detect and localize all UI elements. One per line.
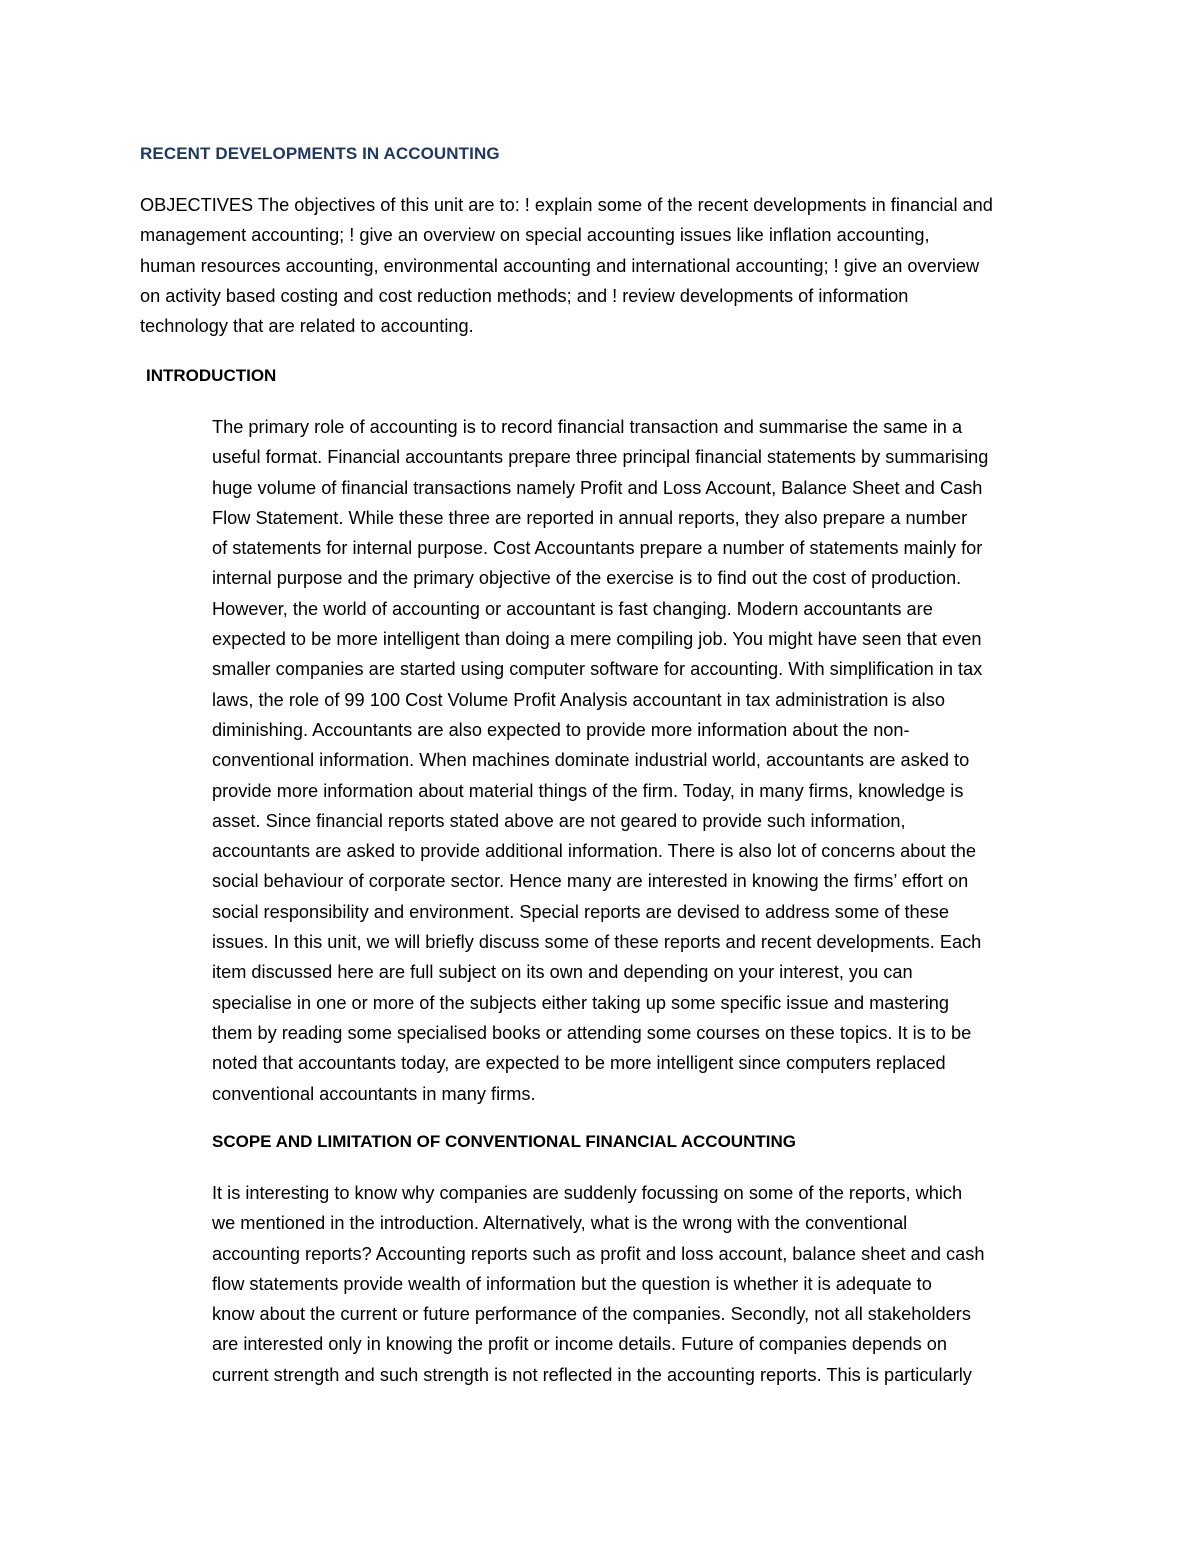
introduction-line: asset. Since financial reports stated above are not geared to provide such information, <box>212 810 906 831</box>
introduction-line: them by reading some specialised books or attending some courses on these topics. It is to be <box>212 1022 972 1043</box>
objectives-paragraph <box>140 190 1070 341</box>
introduction-line: laws, the role of 99 100 Cost Volume Profit Analysis accountant in tax administration is also <box>212 689 945 710</box>
introduction-line: social responsibility and environment. Special reports are devised to address some of these <box>212 901 949 922</box>
introduction-line: useful format. Financial accountants prepare three principal financial statements by summarising <box>212 447 989 468</box>
introduction-line: item discussed here are full subject on its own and depending on your interest, you can <box>212 962 913 983</box>
objectives-line: human resources accounting, environmental accounting and international accounting; ! give an overview <box>140 255 980 276</box>
scope-line: we mentioned in the introduction. Alternatively, what is the wrong with the conventional <box>212 1213 908 1234</box>
scope-line: current strength and such strength is not reflected in the accounting reports. This is particularly <box>212 1364 972 1385</box>
scope-line: are interested only in knowing the profit or income details. Future of companies depends on <box>212 1334 947 1355</box>
introduction-paragraph <box>212 412 1072 1109</box>
objectives-line: technology that are related to accounting. <box>140 316 474 337</box>
scope-line: know about the current or future performance of the companies. Secondly, not all stakeholders <box>212 1304 971 1325</box>
scope-heading: SCOPE AND LIMITATION OF CONVENTIONAL FINANCIAL ACCOUNTING <box>212 1132 796 1151</box>
introduction-line: The primary role of accounting is to record financial transaction and summarise the same in a <box>212 417 963 437</box>
introduction-line: issues. In this unit, we will briefly discuss some of these reports and recent developments. Each <box>212 932 982 953</box>
introduction-line: expected to be more intelligent than doing a mere compiling job. You might have seen that even <box>212 629 982 650</box>
introduction-line: social behaviour of corporate sector. Hence many are interested in knowing the firms’ effort on <box>212 871 969 892</box>
introduction-line: diminishing. Accountants are also expected to provide more information about the non- <box>212 719 910 740</box>
scope-line: accounting reports? Accounting reports such as profit and loss account, balance sheet and cash <box>212 1243 985 1264</box>
introduction-line: huge volume of financial transactions namely Profit and Loss Account, Balance Sheet and Cash <box>212 477 983 498</box>
introduction-line: internal purpose and the primary objective of the exercise is to find out the cost of production. <box>212 568 962 589</box>
introduction-line: provide more information about material things of the firm. Today, in many firms, knowledge is <box>212 780 964 801</box>
document-title: RECENT DEVELOPMENTS IN ACCOUNTING <box>140 144 500 163</box>
introduction-line: Flow Statement. While these three are reported in annual reports, they also prepare a number <box>212 507 968 528</box>
introduction-line: However, the world of accounting or accountant is fast changing. Modern accountants are <box>212 598 933 619</box>
introduction-heading: INTRODUCTION <box>146 366 277 385</box>
scope-paragraph <box>212 1178 1072 1390</box>
introduction-line: of statements for internal purpose. Cost Accountants prepare a number of statements mainly for <box>212 538 983 559</box>
introduction-line: smaller companies are started using computer software for accounting. With simplification in tax <box>212 659 983 680</box>
introduction-line: accountants are asked to provide additional information. There is also lot of concerns about the <box>212 841 976 862</box>
objectives-line: on activity based costing and cost reduction methods; and ! review developments of information <box>140 285 909 306</box>
scope-line: It is interesting to know why companies are suddenly focussing on some of the reports, which <box>212 1183 963 1203</box>
introduction-line: conventional accountants in many firms. <box>212 1083 536 1104</box>
objectives-line: OBJECTIVES The objectives of this unit are to: ! explain some of the recent developments in financial and <box>140 195 993 215</box>
introduction-line: conventional information. When machines dominate industrial world, accountants are asked to <box>212 750 970 771</box>
scope-line: flow statements provide wealth of information but the question is whether it is adequate to <box>212 1273 932 1294</box>
objectives-line: management accounting; ! give an overview on special accounting issues like inflation accounting, <box>140 225 930 246</box>
introduction-line: noted that accountants today, are expected to be more intelligent since computers replaced <box>212 1053 946 1074</box>
introduction-line: specialise in one or more of the subjects either taking up some specific issue and mastering <box>212 992 949 1013</box>
